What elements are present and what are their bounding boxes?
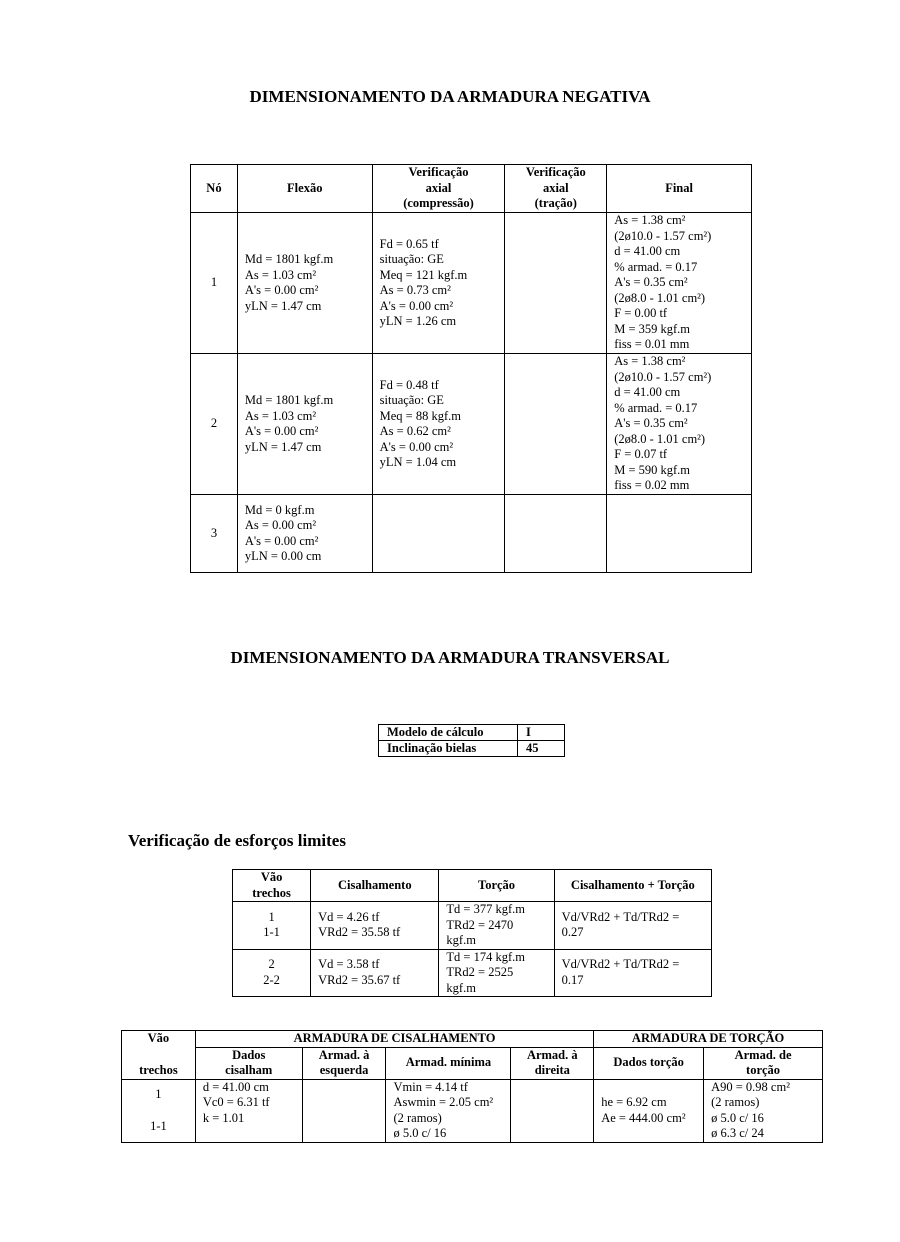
header-line: axial: [425, 180, 452, 195]
cell-line: A90 = 0.98 cm²: [711, 1079, 790, 1094]
cell-cisalhamento: [311, 949, 439, 997]
cell-line: TRd2 = 2525: [446, 965, 514, 979]
cell-armad-esquerda: [302, 1079, 386, 1142]
cell-no: 1: [191, 213, 238, 354]
cell-line: As = 1.38 cm²: [614, 354, 686, 369]
cell-flexao: [237, 213, 372, 354]
cell-line: VRd2 = 35.58 tf: [318, 925, 401, 940]
header-line: Armad. de: [734, 1047, 792, 1062]
cell-line: kgf.m: [446, 980, 476, 995]
section-title-armadura-negativa: DIMENSIONAMENTO DA ARMADURA NEGATIVA: [249, 87, 651, 106]
header-armad-direita: [511, 1047, 594, 1079]
param-label-inclinacao: Inclinação bielas: [379, 741, 518, 757]
cell-tracao: [505, 354, 607, 495]
header-line: Verificação: [408, 165, 469, 180]
cell-line: d = 41.00 cm: [614, 244, 681, 259]
cell-compressao: [372, 495, 505, 573]
cell-line: A's = 0.00 cm²: [379, 439, 454, 454]
cell-line: Vc0 = 6.31 tf: [202, 1095, 270, 1109]
subtitle-verificacao-esforcos: Verificação de esforços limites: [128, 831, 346, 850]
cell-dados-cisalham: [195, 1079, 302, 1142]
cell-armad-minima: [386, 1079, 511, 1142]
cell-line: Md = 1801 kgf.m: [244, 393, 334, 407]
cell-line: As = 1.03 cm²: [244, 408, 317, 423]
cell-armad-direita: [511, 1079, 594, 1142]
cell-line: fiss = 0.02 mm: [614, 478, 690, 493]
cell-line: (2 ramos): [711, 1095, 760, 1109]
cell-line: Aswmin = 2.05 cm²: [393, 1095, 494, 1109]
header-armad-minima: Armad. mínima: [386, 1047, 511, 1079]
table-row: [191, 354, 752, 495]
cell-line: (2ø10.0 - 1.57 cm²): [614, 228, 712, 243]
cell-line: 0.17: [561, 972, 584, 987]
header-armadura-cisalhamento: ARMADURA DE CISALHAMENTO: [195, 1031, 593, 1048]
header-line: trechos: [252, 885, 291, 900]
cell-tracao: [505, 213, 607, 354]
cell-line: A's = 0.35 cm²: [614, 275, 688, 290]
cell-line: Vd/VRd2 + Td/TRd2 =: [561, 909, 680, 924]
cell-line: % armad. = 0.17: [614, 400, 698, 415]
header-line: (compressão): [403, 196, 474, 211]
cell-line: (2 ramos): [393, 1110, 442, 1125]
header-line: direita: [534, 1063, 570, 1077]
cell-line: d = 41.00 cm: [202, 1079, 269, 1094]
header-dados-cisalham: [195, 1047, 302, 1079]
header-line: trechos: [139, 1062, 178, 1077]
header-line: cisalham: [225, 1063, 273, 1077]
cell-line: M = 590 kgf.m: [614, 462, 691, 477]
header-line: axial: [542, 180, 569, 195]
cell-line: fiss = 0.01 mm: [614, 337, 690, 352]
cell-line: As = 0.00 cm²: [244, 518, 317, 532]
cell-line: (2ø10.0 - 1.57 cm²): [614, 369, 712, 384]
cell-vao: [233, 949, 311, 997]
header-flexao: Flexão: [237, 165, 372, 213]
cell-line: A's = 0.35 cm²: [614, 416, 688, 431]
header-line: Armad. à: [318, 1047, 370, 1062]
calculation-params-table: [378, 724, 565, 757]
cell-line: d = 41.00 cm: [614, 385, 681, 400]
table-row: [233, 902, 712, 950]
cell-line: Md = 1801 kgf.m: [244, 252, 334, 266]
cell-vao: [122, 1079, 196, 1142]
header-line: Vão: [260, 870, 283, 884]
header-vao-trechos: [233, 870, 311, 902]
cell-line: ø 6.3 c/ 24: [711, 1126, 764, 1140]
cell-line: A's = 0.00 cm²: [244, 533, 319, 548]
cell-line: As = 0.73 cm²: [379, 283, 451, 297]
cell-line: 0.27: [561, 925, 584, 940]
cell-line: Vd/VRd2 + Td/TRd2 =: [561, 957, 680, 972]
cell-line: VRd2 = 35.67 tf: [318, 972, 401, 987]
cell-line: F = 0.00 tf: [614, 306, 668, 321]
cell-line: yLN = 0.00 cm: [244, 549, 322, 563]
header-torcao: Torção: [439, 870, 554, 902]
cell-final: [607, 213, 752, 354]
cell-line: 1-1: [263, 925, 280, 940]
table-row: [191, 495, 752, 573]
cell-line: M = 359 kgf.m: [614, 321, 691, 336]
cell-line: 2-2: [263, 972, 280, 987]
cell-line: 1: [268, 909, 275, 924]
header-line: Verificação: [525, 165, 586, 180]
cell-line: Vmin = 4.14 tf: [393, 1079, 468, 1094]
armadura-negativa-table: [190, 164, 752, 573]
header-line: Armad. à: [526, 1047, 578, 1062]
cell-tracao: [505, 495, 607, 573]
cell-line: % armad. = 0.17: [614, 259, 698, 274]
cell-line: 2: [268, 957, 275, 972]
cell-line: A's = 0.00 cm²: [244, 424, 319, 438]
header-dados-torcao: Dados torção: [594, 1047, 704, 1079]
param-value-inclinacao: 45: [518, 741, 565, 757]
cell-line: As = 0.62 cm²: [379, 424, 451, 438]
cell-line: A's = 0.00 cm²: [379, 298, 454, 313]
cell-final: [607, 354, 752, 495]
cell-line: situação: GE: [379, 393, 444, 407]
cell-line: Meq = 121 kgf.m: [379, 267, 468, 282]
cell-compressao: [372, 213, 505, 354]
cell-dados-torcao: [594, 1079, 704, 1142]
cell-line: A's = 0.00 cm²: [244, 283, 319, 297]
cell-cisalhamento: [311, 902, 439, 950]
esforcos-limites-table: [232, 869, 712, 997]
cell-line: Td = 377 kgf.m: [446, 902, 525, 916]
cell-line: ø 5.0 c/ 16: [393, 1126, 447, 1140]
header-cisalhamento-torcao: Cisalhamento + Torção: [554, 870, 711, 902]
cell-line: Meq = 88 kgf.m: [379, 408, 461, 423]
cell-line: (2ø8.0 - 1.01 cm²): [614, 290, 706, 305]
cell-final: [607, 495, 752, 573]
table-header-row: [233, 870, 712, 902]
cell-line: Vd = 3.58 tf: [318, 957, 380, 972]
cell-line: Vd = 4.26 tf: [318, 909, 380, 924]
cell-armad-torcao: [704, 1079, 823, 1142]
armadura-cisalhamento-torcao-table: [121, 1030, 823, 1143]
header-line: Dados: [232, 1047, 266, 1062]
cell-torcao: [439, 949, 554, 997]
header-armad-torcao: [704, 1047, 823, 1079]
cell-line: kgf.m: [446, 933, 476, 947]
cell-spacer: [129, 1103, 188, 1119]
param-row: [379, 725, 565, 741]
param-value-modelo: I: [518, 725, 565, 741]
cell-line: Td = 174 kgf.m: [446, 949, 525, 964]
header-final: Final: [607, 165, 752, 213]
header-armadura-torcao: ARMADURA DE TORÇÃO: [594, 1031, 823, 1048]
table-header-row: [122, 1031, 823, 1048]
header-spacer: [126, 1047, 191, 1063]
param-label-modelo: Modelo de cálculo: [379, 725, 518, 741]
cell-line: 1-1: [150, 1118, 167, 1133]
cell-line: As = 1.03 cm²: [244, 267, 317, 282]
cell-line: Fd = 0.65 tf: [379, 236, 439, 251]
cell-compressao: [372, 354, 505, 495]
section-title-armadura-transversal: DIMENSIONAMENTO DA ARMADURA TRANSVERSAL: [230, 648, 670, 667]
cell-line: situação: GE: [379, 252, 444, 266]
cell-no: 2: [191, 354, 238, 495]
cell-vao: [233, 902, 311, 950]
cell-line: he = 6.92 cm: [601, 1095, 667, 1109]
cell-line: yLN = 1.47 cm: [244, 298, 322, 313]
cell-line: Fd = 0.48 tf: [379, 377, 439, 392]
header-armad-esquerda: [302, 1047, 386, 1079]
cell-line: F = 0.07 tf: [614, 447, 668, 462]
cell-line: (2ø8.0 - 1.01 cm²): [614, 431, 706, 446]
table-row: [122, 1079, 823, 1142]
cell-flexao: [237, 354, 372, 495]
table-row: [191, 213, 752, 354]
header-no: Nó: [191, 165, 238, 213]
header-line: torção: [746, 1063, 781, 1077]
cell-no: 3: [191, 495, 238, 573]
header-line: esquerda: [319, 1063, 369, 1077]
cell-line: yLN = 1.26 cm: [379, 314, 457, 328]
cell-line: TRd2 = 2470: [446, 917, 514, 932]
header-line: (tração): [534, 196, 577, 211]
cell-line: yLN = 1.04 cm: [379, 455, 457, 469]
cell-line: Ae = 444.00 cm²: [601, 1110, 686, 1125]
cell-cisalhamento-torcao: [554, 949, 711, 997]
cell-torcao: [439, 902, 554, 950]
header-verificacao-compressao: [372, 165, 505, 213]
header-line: Vão: [147, 1031, 170, 1045]
cell-flexao: [237, 495, 372, 573]
param-row: [379, 741, 565, 757]
cell-line: Md = 0 kgf.m: [244, 502, 315, 517]
cell-line: As = 1.38 cm²: [614, 213, 686, 228]
table-header-row: [191, 165, 752, 213]
cell-line: ø 5.0 c/ 16: [711, 1110, 764, 1125]
table-row: [233, 949, 712, 997]
header-vao-trechos: [122, 1031, 196, 1080]
cell-cisalhamento-torcao: [554, 902, 711, 950]
cell-line: 1: [155, 1087, 162, 1101]
header-verificacao-tracao: [505, 165, 607, 213]
cell-line: yLN = 1.47 cm: [244, 439, 322, 454]
header-cisalhamento: Cisalhamento: [311, 870, 439, 902]
cell-line: k = 1.01: [202, 1110, 245, 1125]
table-header-row: [122, 1047, 823, 1079]
